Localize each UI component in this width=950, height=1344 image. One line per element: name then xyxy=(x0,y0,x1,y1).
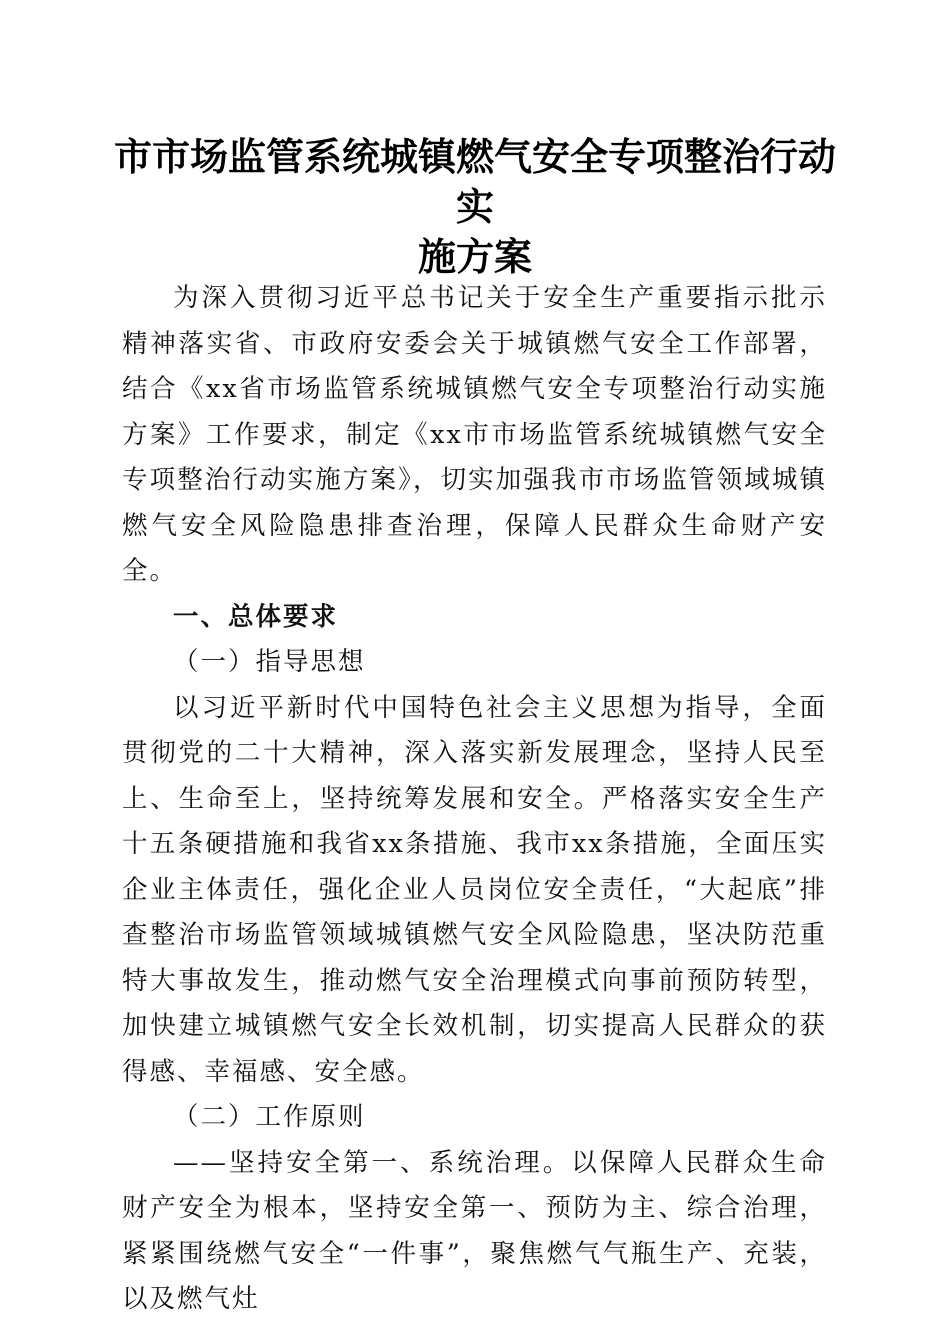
work-principles-paragraph: ——坚持安全第一、系统治理。以保障人民群众生命财产安全为根本，坚持安全第一、预防为主、综合治理，紧紧围绕燃气安全“一件事”，聚焦燃气气瓶生产、充装，以及燃气灶 xyxy=(122,1147,827,1314)
document-title xyxy=(110,132,840,282)
intro-paragraph: 为深入贯彻习近平总书记关于安全生产重要指示批示精神落实省、市政府安委会关于城镇燃气安全工作部署，结合《xx省市场监管系统城镇燃气安全专项整治行动实施方案》工作要求，制定《xx市市场监管系统城镇燃气安全专项整治行动实施方案》，切实加强我市市场监管领域城镇燃气安全风险隐患排查治理，保障人民群众生命财产安全。 xyxy=(122,283,827,586)
guiding-ideology-paragraph: 以习近平新时代中国特色社会主义思想为指导，全面贯彻党的二十大精神，深入落实新发展理念，坚持人民至上、生命至上，坚持统筹发展和安全。严格落实安全生产十五条硬措施和我省xx条措施、我市xx条措施，全面压实企业主体责任，强化企业人员岗位安全责任，“大起底”排查整治市场监管领域城镇燃气安全风险隐患，坚决防范重特大事故发生，推动燃气安全治理模式向事前预防转型，加快建立城镇燃气安全长效机制，切实提高人民群众的获得感、幸福感、安全感。 xyxy=(122,692,827,1087)
subsection-heading-work-principles: （二）工作原则 xyxy=(173,1102,366,1132)
title-line-1: 市市场监管系统城镇燃气安全专项整治行动实 xyxy=(113,134,836,229)
title-line-2: 施方案 xyxy=(417,234,532,279)
document-body xyxy=(122,276,827,1323)
section-heading-general-requirements: 一、总体要求 xyxy=(173,601,339,632)
subsection-heading-guiding-ideology: （一）指导思想 xyxy=(173,647,366,677)
